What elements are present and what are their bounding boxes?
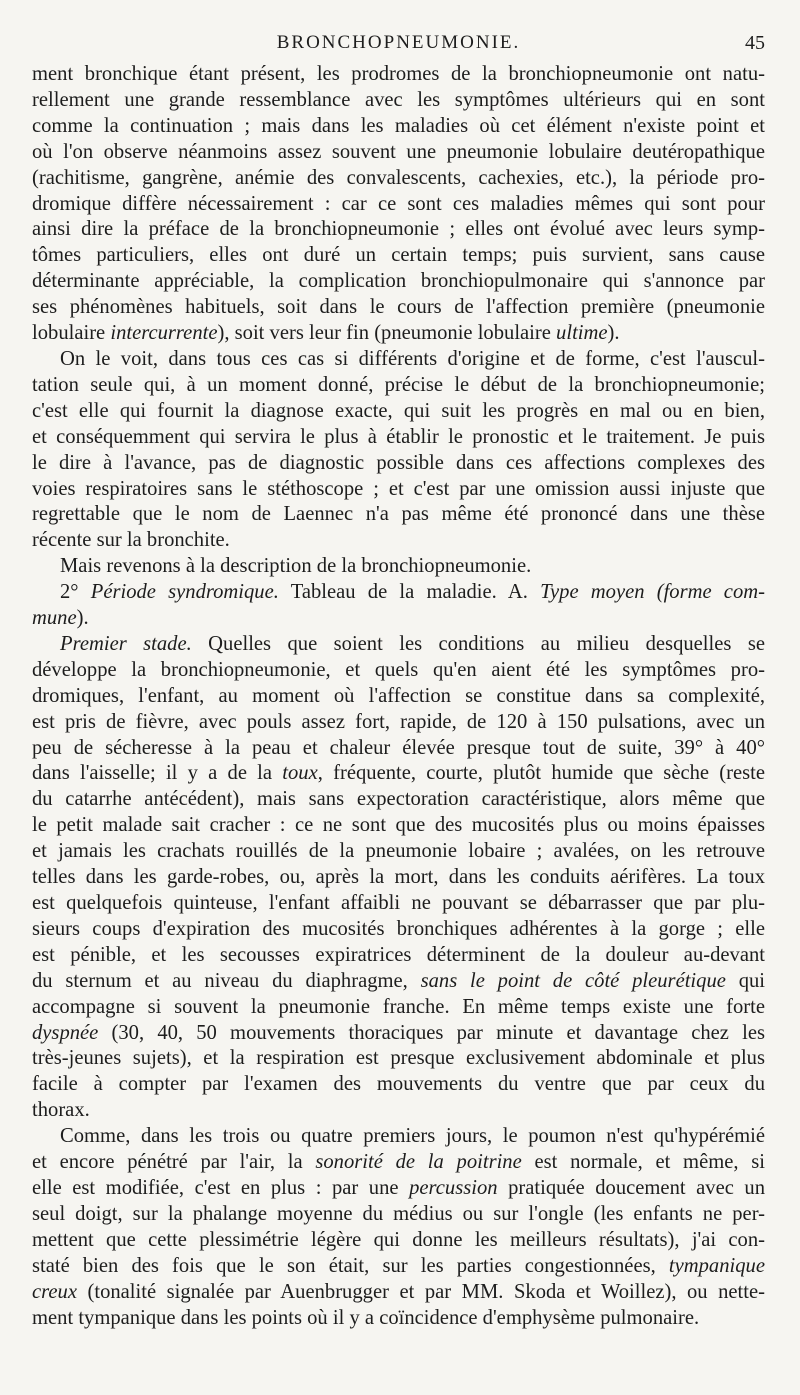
text-line bbox=[32, 891, 765, 917]
paragraph bbox=[32, 62, 765, 347]
text-run: du sternum et au niveau du diaphragme, bbox=[32, 969, 421, 992]
text-run: (30, 40, 50 mouvements thoraciques par minute et davantage chez les bbox=[98, 1021, 765, 1044]
text-run: le petit malade sait cracher : ce ne sont que des mucosités plus ou moins épaisses bbox=[32, 814, 765, 837]
text-line bbox=[32, 62, 765, 88]
text-run: ainsi dire la préface de la bronchiopneumonie ; elles ont évolué avec leurs symp- bbox=[32, 218, 765, 241]
text-run: c'est elle qui fournit la diagnose exacte, qui suit les progrès en mal ou en bien, bbox=[32, 399, 765, 422]
text-line bbox=[32, 761, 765, 787]
italic-text: tympanique bbox=[668, 1254, 765, 1277]
italic-text: Période syndromique. bbox=[90, 581, 279, 604]
italic-text: percussion bbox=[409, 1176, 498, 1199]
text-run: est pris de fièvre, avec pouls assez fort, rapide, de 120 à 150 pulsations, avec un bbox=[32, 710, 765, 733]
text-run: Mais revenons à la description de la bronchiopneumonie. bbox=[60, 555, 532, 578]
text-run: lobulaire bbox=[32, 322, 111, 345]
text-line bbox=[32, 243, 765, 269]
text-run: Tableau de la maladie. A. bbox=[278, 581, 541, 604]
text-run: elle est modifiée, c'est en plus : par une bbox=[32, 1176, 410, 1199]
text-line bbox=[32, 477, 765, 503]
text-run: , fréquente, courte, plutôt humide que sèche (reste bbox=[317, 762, 765, 785]
text-run: tômes particuliers, elles ont duré un certain temps; puis survient, sans cause bbox=[32, 244, 765, 267]
text-run: thorax. bbox=[32, 1099, 90, 1122]
text-line bbox=[32, 632, 765, 658]
text-run: très-jeunes sujets), et la respiration est presque exclusivement abdominale et plus bbox=[32, 1047, 765, 1070]
italic-text: dyspnée bbox=[32, 1021, 99, 1044]
text-line bbox=[32, 839, 765, 865]
text-line bbox=[32, 140, 765, 166]
text-run: le dire à l'avance, pas de diagnostic possible dans ces affections complexes des bbox=[32, 451, 765, 474]
text-run: On le voit, dans tous ces cas si différents d'origine et de forme, c'est l'auscul- bbox=[60, 347, 765, 370]
paragraph bbox=[32, 1124, 765, 1331]
page-number: 45 bbox=[745, 32, 765, 54]
text-line bbox=[32, 710, 765, 736]
body-text bbox=[32, 62, 765, 1331]
text-line bbox=[32, 269, 765, 295]
text-run: tation seule qui, à un moment donné, précise le début de la bronchiopneumonie; bbox=[32, 373, 765, 396]
text-run: rellement une grande ressemblance avec les symptômes ultérieurs qui en sont bbox=[32, 88, 765, 111]
text-line bbox=[32, 425, 765, 451]
text-run: du catarrhe antécédent), mais sans expectoration caractéristique, alors même que bbox=[32, 788, 765, 811]
text-run: déterminante appréciable, la complication bronchiopulmonaire qui s'annonce par bbox=[32, 270, 765, 293]
text-run: dromiques, l'enfant, au moment où l'affection se constitue dans sa complexité, bbox=[32, 684, 765, 707]
paragraph bbox=[32, 580, 765, 632]
text-run: staté bien des fois que le son était, sur les parties congestionnées, bbox=[32, 1254, 669, 1277]
text-run: dromique diffère nécessairement : car ce sont ces maladies mêmes qui sont pour bbox=[32, 192, 765, 215]
text-run: et jamais les crachats rouillés de la pneumonie lobaire ; avalées, on les retrouve bbox=[32, 840, 765, 863]
text-run: Comme, dans les trois ou quatre premiers jours, le poumon n'est qu'hypérémié bbox=[60, 1125, 765, 1148]
text-line bbox=[32, 787, 765, 813]
text-line bbox=[32, 502, 765, 528]
text-run: ses phénomènes habituels, soit dans le cours de l'affection première (pneumonie bbox=[32, 296, 765, 319]
text-line bbox=[32, 658, 765, 684]
text-run: où l'on observe néanmoins assez souvent une pneumonie lobulaire deutéropathique bbox=[32, 140, 765, 163]
text-run: ment bronchique étant présent, les prodromes de la bronchiopneumonie ont natu- bbox=[32, 63, 765, 85]
text-run: regrettable que le nom de Laennec n'a pas même été prononcé dans une thèse bbox=[32, 503, 765, 526]
text-run: mettent que cette plessimétrie légère qui donne les meilleurs résultats), j'ai con- bbox=[32, 1228, 765, 1251]
paragraph bbox=[32, 554, 765, 580]
text-run: facile à compter par l'examen des mouvements du ventre que par ceux du bbox=[32, 1073, 765, 1096]
text-line bbox=[32, 1098, 765, 1124]
text-line bbox=[32, 1046, 765, 1072]
paragraph bbox=[32, 632, 765, 1124]
text-run: ). bbox=[76, 607, 89, 630]
text-run: qui bbox=[725, 969, 766, 992]
text-line bbox=[32, 1021, 765, 1047]
italic-text: Premier stade. bbox=[60, 632, 192, 655]
text-run: dans l'aisselle; il y a de la bbox=[32, 762, 283, 785]
text-line bbox=[32, 451, 765, 477]
text-run: (tonalité signalée par Auenbrugger et par MM. Skoda et Woillez), ou nette- bbox=[76, 1280, 765, 1303]
text-run: et conséquemment qui servira le plus à établir le pronostic et le traitement. Je puis bbox=[32, 425, 765, 448]
text-line bbox=[32, 88, 765, 114]
text-run: ), soit vers leur fin (pneumonie lobulaire bbox=[217, 322, 557, 345]
text-run: et encore pénétré par l'air, la bbox=[32, 1151, 316, 1174]
text-run: développe la bronchiopneumonie, et quels qu'en aient été les symptômes pro- bbox=[32, 658, 765, 681]
text-line bbox=[32, 1306, 765, 1332]
text-line bbox=[32, 192, 765, 218]
text-line bbox=[32, 217, 765, 243]
text-run: est normale, et même, si bbox=[521, 1151, 765, 1174]
text-line bbox=[32, 606, 765, 632]
text-line bbox=[32, 528, 765, 554]
italic-text: mune bbox=[32, 607, 77, 630]
text-line bbox=[32, 114, 765, 140]
text-run: 2° bbox=[60, 581, 91, 604]
text-line bbox=[32, 943, 765, 969]
text-run: sieurs coups d'expiration des mucosités bronchiques adhérentes à la gorge ; elle bbox=[32, 917, 765, 940]
text-line bbox=[32, 813, 765, 839]
italic-text: sans le point de côté pleurétique bbox=[420, 969, 726, 992]
text-line bbox=[32, 554, 765, 580]
text-line bbox=[32, 295, 765, 321]
italic-text: toux bbox=[282, 762, 318, 785]
text-line bbox=[32, 995, 765, 1021]
text-line bbox=[32, 1072, 765, 1098]
text-line bbox=[32, 1228, 765, 1254]
text-line bbox=[32, 969, 765, 995]
italic-text: intercurrente bbox=[110, 322, 218, 345]
text-run: est quelquefois quinteuse, l'enfant affaibli ne pouvant se débarrasser que par plu- bbox=[32, 892, 765, 914]
text-run: voies respiratoires sans le stéthoscope ; et c'est par une omission aussi injuste que bbox=[32, 477, 765, 500]
text-run: (rachitisme, gangrène, anémie des convalescents, cachexies, etc.), la période pro- bbox=[32, 166, 765, 189]
text-line bbox=[32, 347, 765, 373]
text-line bbox=[32, 1124, 765, 1150]
text-line bbox=[32, 1254, 765, 1280]
text-line bbox=[32, 1280, 765, 1306]
text-run: récente sur la bronchite. bbox=[32, 529, 230, 552]
text-run: est pénible, et les secousses expiratrices déterminent de la douleur au-devant bbox=[32, 943, 765, 966]
italic-text: creux bbox=[32, 1280, 77, 1303]
text-line bbox=[32, 373, 765, 399]
text-line bbox=[32, 399, 765, 425]
text-run: comme la continuation ; mais dans les maladies où cet élément n'existe point et bbox=[32, 114, 765, 137]
text-run: accompagne si souvent la pneumonie franche. En même temps existe une forte bbox=[32, 995, 765, 1018]
text-run: peu de sécheresse à la peau et chaleur élevée presque tout de suite, 39° à 40° bbox=[32, 736, 765, 759]
text-line bbox=[32, 1150, 765, 1176]
text-line bbox=[32, 580, 765, 606]
text-run: telles dans les garde-robes, ou, après la mort, dans les conduits aérifères. La toux bbox=[32, 866, 765, 889]
text-line bbox=[32, 321, 765, 347]
text-line bbox=[32, 1176, 765, 1202]
text-line bbox=[32, 166, 765, 192]
text-line bbox=[32, 1202, 765, 1228]
text-line bbox=[32, 917, 765, 943]
text-line bbox=[32, 736, 765, 762]
italic-text: Type moyen (forme com- bbox=[540, 581, 765, 604]
italic-text: sonorité de la poitrine bbox=[315, 1151, 522, 1174]
text-line bbox=[32, 684, 765, 710]
text-run: seul doigt, sur la phalange moyenne du médius ou sur l'ongle (les enfants ne per- bbox=[32, 1202, 765, 1225]
text-run: Quelles que soient les conditions au milieu desquelles se bbox=[191, 632, 765, 655]
text-run: ment tympanique dans les points où il y a coïncidence d'emphysème pulmonaire. bbox=[32, 1306, 700, 1329]
paragraph bbox=[32, 347, 765, 554]
running-head bbox=[32, 28, 765, 62]
text-run: pratiquée doucement avec un bbox=[497, 1176, 765, 1199]
text-line bbox=[32, 865, 765, 891]
running-title: BRONCHOPNEUMONIE. bbox=[276, 32, 521, 53]
italic-text: ultime bbox=[556, 322, 608, 345]
text-run: ). bbox=[607, 322, 620, 345]
